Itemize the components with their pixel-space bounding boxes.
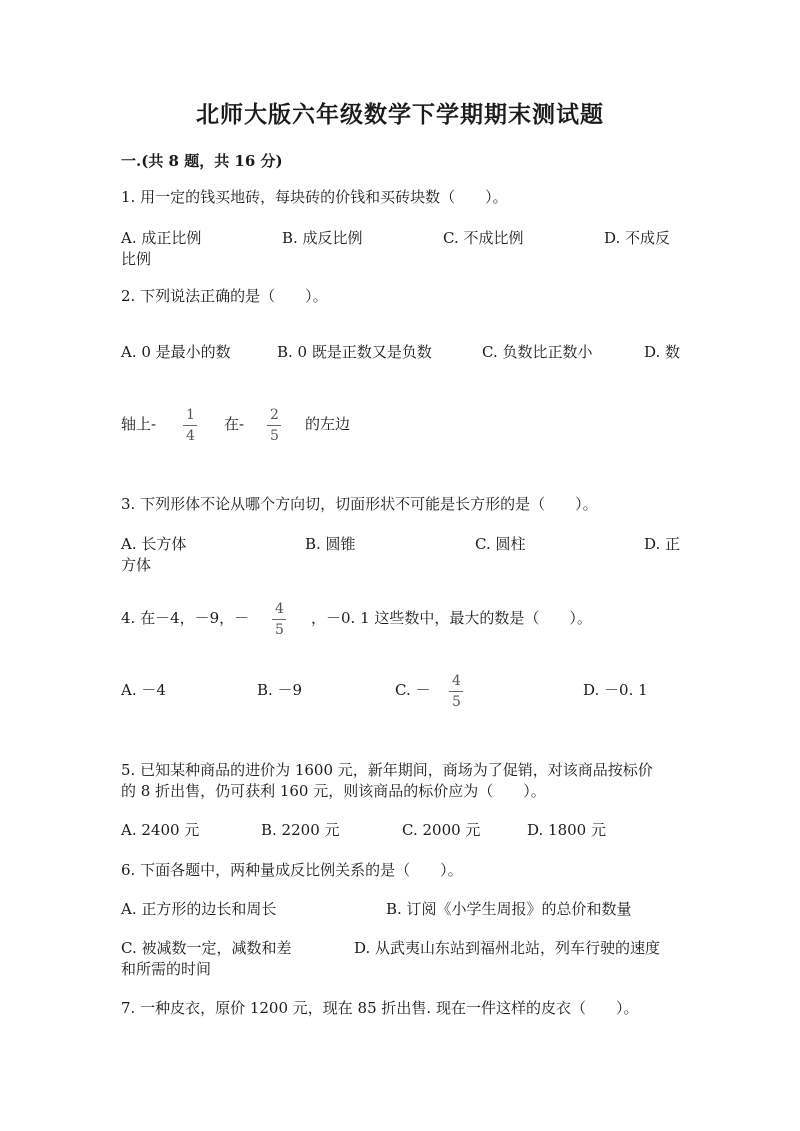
question-4-stem-prefix: 4. 在－4，－9，－ bbox=[121, 609, 250, 627]
question-4-option-b: B. －9 bbox=[257, 681, 303, 699]
question-2-option-c: C. 负数比正数小 bbox=[482, 343, 593, 361]
question-6-option-d: D. 从武夷山东站到福州北站，列车行驶的速度 bbox=[354, 939, 661, 957]
question-3-option-b: B. 圆锥 bbox=[305, 535, 356, 553]
fraction-denominator: 4 bbox=[186, 428, 195, 444]
question-5-option-b: B. 2200 元 bbox=[261, 821, 340, 839]
fraction-numerator: 1 bbox=[186, 407, 195, 423]
question-3-option-c: C. 圆柱 bbox=[475, 535, 526, 553]
question-1-option-c: C. 不成比例 bbox=[443, 229, 524, 247]
section-heading: 一.(共 8 题，共 16 分) bbox=[121, 152, 283, 170]
question-3-option-a: A. 长方体 bbox=[121, 535, 187, 553]
fraction-bar bbox=[183, 425, 197, 426]
fraction-two-fifths bbox=[267, 407, 282, 444]
question-6-option-c: C. 被减数一定，减数和差 bbox=[121, 939, 292, 957]
fraction-four-fifths-option bbox=[449, 673, 464, 710]
question-5-option-a: A. 2400 元 bbox=[121, 821, 200, 839]
question-3-option-d: D. 正 bbox=[644, 535, 681, 553]
fraction-denominator: 5 bbox=[270, 428, 279, 444]
question-6-stem: 6. 下面各题中，两种量成反比例关系的是（ ）。 bbox=[121, 861, 463, 879]
question-4-option-d: D. －0. 1 bbox=[583, 681, 648, 699]
fraction-bar bbox=[449, 691, 463, 692]
question-3-option-d-wrap: 方体 bbox=[121, 556, 152, 574]
question-1-option-d-wrap: 比例 bbox=[121, 250, 152, 268]
question-6-option-a: A. 正方形的边长和周长 bbox=[121, 900, 277, 918]
question-4-option-c: C. － bbox=[395, 681, 431, 699]
fraction-denominator: 5 bbox=[452, 694, 461, 710]
page-title: 北师大版六年级数学下学期期末测试题 bbox=[196, 101, 604, 128]
question-1-stem: 1. 用一定的钱买地砖，每块砖的价钱和买砖块数（ ）。 bbox=[121, 188, 508, 206]
question-2-option-b: B. 0 既是正数又是负数 bbox=[277, 343, 432, 361]
question-4-option-a: A. －4 bbox=[121, 681, 166, 699]
question-2-stem: 2. 下列说法正确的是（ ）。 bbox=[121, 287, 328, 305]
question-7-stem: 7. 一种皮衣，原价 1200 元，现在 85 折出售. 现在一件这样的皮衣（ ）。 bbox=[121, 999, 639, 1017]
fraction-numerator: 4 bbox=[452, 673, 461, 689]
question-2-option-d-suffix: 的左边 bbox=[305, 415, 351, 433]
question-2-option-a: A. 0 是最小的数 bbox=[121, 343, 231, 361]
fraction-numerator: 2 bbox=[270, 407, 279, 423]
question-5-stem-line-1: 5. 已知某种商品的进价为 1600 元，新年期间，商场为了促销，对该商品按标价 bbox=[121, 761, 653, 779]
fraction-numerator: 4 bbox=[275, 601, 284, 617]
question-2-option-d-mid: 在- bbox=[224, 415, 245, 433]
fraction-bar bbox=[267, 425, 281, 426]
question-6-option-b: B. 订阅《小学生周报》的总价和数量 bbox=[386, 900, 632, 918]
question-5-option-c: C. 2000 元 bbox=[402, 821, 481, 839]
question-4-stem-suffix: ，－0. 1 这些数中，最大的数是（ ）。 bbox=[311, 609, 592, 627]
fraction-four-fifths bbox=[272, 601, 287, 638]
question-1-option-a: A. 成正比例 bbox=[121, 229, 202, 247]
fraction-bar bbox=[272, 619, 286, 620]
question-3-stem: 3. 下列形体不论从哪个方向切，切面形状不可能是长方形的是（ ）。 bbox=[121, 495, 598, 513]
fraction-denominator: 5 bbox=[275, 622, 284, 638]
question-2-option-d-prefix: 轴上- bbox=[121, 415, 157, 433]
question-2-option-d: D. 数 bbox=[644, 343, 681, 361]
question-1-option-d: D. 不成反 bbox=[604, 229, 671, 247]
question-1-option-b: B. 成反比例 bbox=[282, 229, 363, 247]
question-5-stem-line-2: 的 8 折出售，仍可获利 160 元，则该商品的标价应为（ ）。 bbox=[121, 782, 546, 800]
fraction-one-quarter bbox=[183, 407, 198, 444]
question-5-option-d: D. 1800 元 bbox=[527, 821, 606, 839]
question-6-option-d-wrap: 和所需的时间 bbox=[121, 960, 212, 978]
